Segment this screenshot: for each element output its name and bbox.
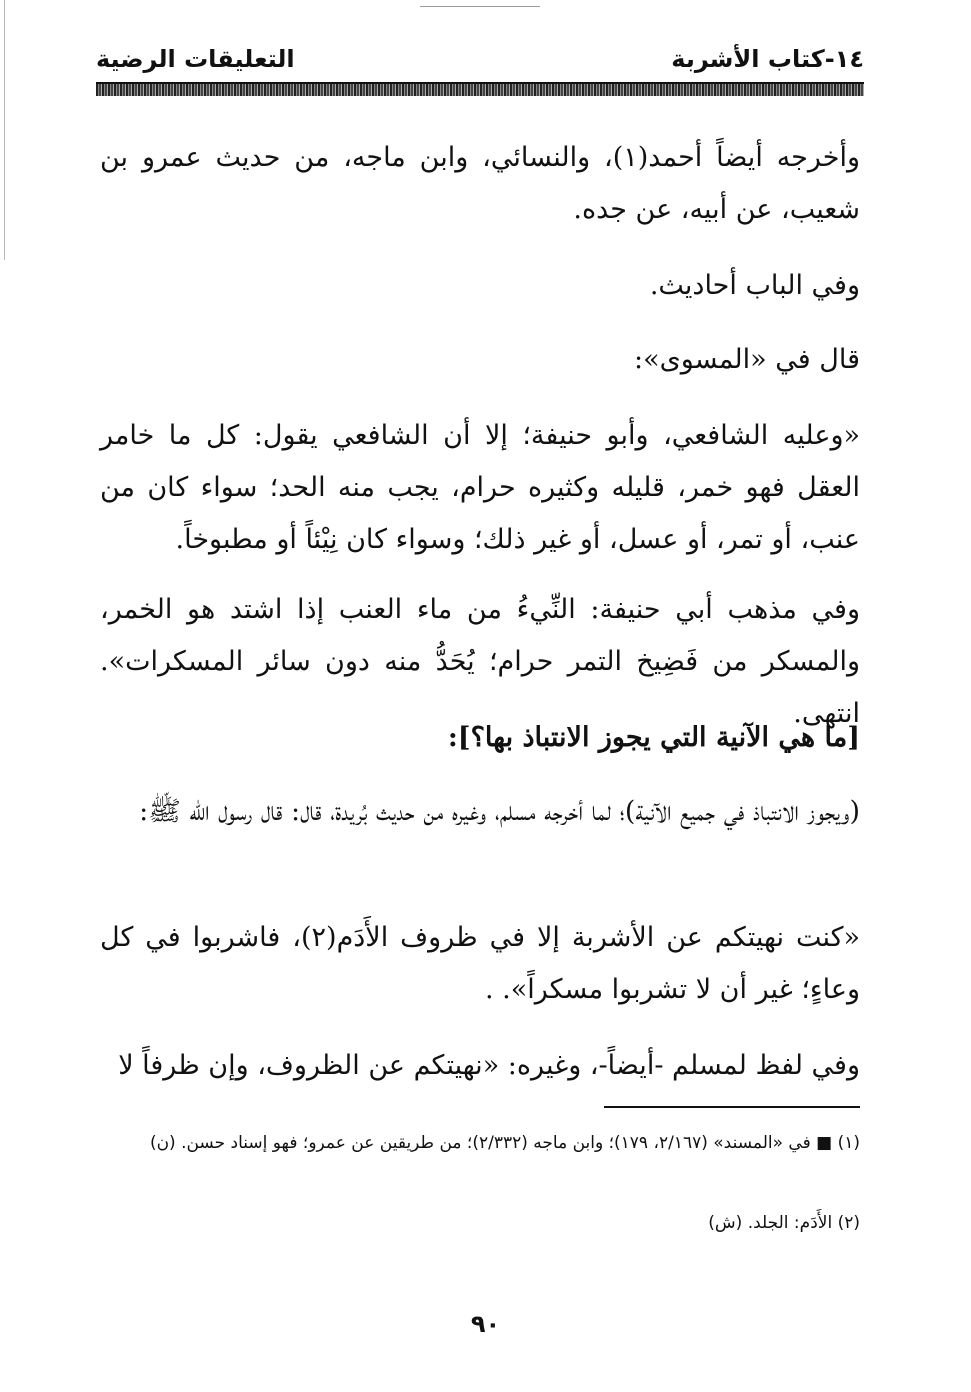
- paragraph-1: وأخرجه أيضاً أحمد(١)، والنسائي، وابن ماجه، من حديث عمرو بن شعيب، عن أبيه، عن جده.: [100, 142, 861, 225]
- paragraph-2: وفي الباب أحاديث.: [649, 270, 860, 301]
- paragraph-7: «كنت نهيتكم عن الأشربة إلا في ظروف الأَدَم(٢)، فاشربوا في كل وعاءٍ؛ غير أن لا تشربوا مسكراً». .: [100, 922, 861, 1005]
- footnote-separator: [604, 1106, 860, 1108]
- book-title: التعليقات الرضية: [96, 45, 295, 73]
- paragraph-3: قال في «المسوى»:: [634, 344, 860, 375]
- footnote-2: (٢) الأَدَم: الجلد. (ش): [708, 1213, 860, 1233]
- header-rule: [96, 82, 864, 96]
- running-header: [96, 38, 864, 78]
- scan-artifact-line: [420, 6, 540, 7]
- paragraph-8: وفي لفظ لمسلم -أيضاً-، وغيره: «نهيتكم عن الظروف، وإن ظرفاً لا: [118, 1050, 860, 1081]
- chapter-title: ١٤-كتاب الأشربة: [671, 45, 864, 73]
- section-heading: [ما هي الآنية التي يجوز الانتباذ بها؟]:: [447, 722, 860, 753]
- page-number: ٩٠: [470, 1310, 501, 1338]
- paragraph-4: «وعليه الشافعي، وأبو حنيفة؛ إلا أن الشافعي يقول: كل ما خامر العقل فهو خمر، قليله وكثيره حرام، يجب منه الحد؛ سواء كان من عنب، أو تمر، أو عسل، أو غير ذلك؛ وسواء كان نِيْئاً أو مطبوخاً.: [100, 420, 860, 555]
- paragraph-6: (ويجوز الانتباذ في جميع الآنية)؛ لما أخرجه مسلم، وغيره من حديث بُريدة، قال: قال رسول الله ﷺ:: [139, 796, 860, 827]
- paragraph-5: وفي مذهب أبي حنيفة: النِّيءُ من ماء العنب إذا اشتد هو الخمر، والمسكر من فَضِيخ التمر حرام؛ يُحَدُّ منه دون سائر المسكرات». انتهى.: [100, 594, 860, 729]
- scan-artifact-edge: [4, 0, 5, 260]
- footnote-1: (١) ■ في «المسند» (٢/١٦٧، ١٧٩)؛ وابن ماجه (٢/٣٣٢)؛ من طريقين عن عمرو؛ فهو إسناد حسن. (ن): [149, 1133, 860, 1153]
